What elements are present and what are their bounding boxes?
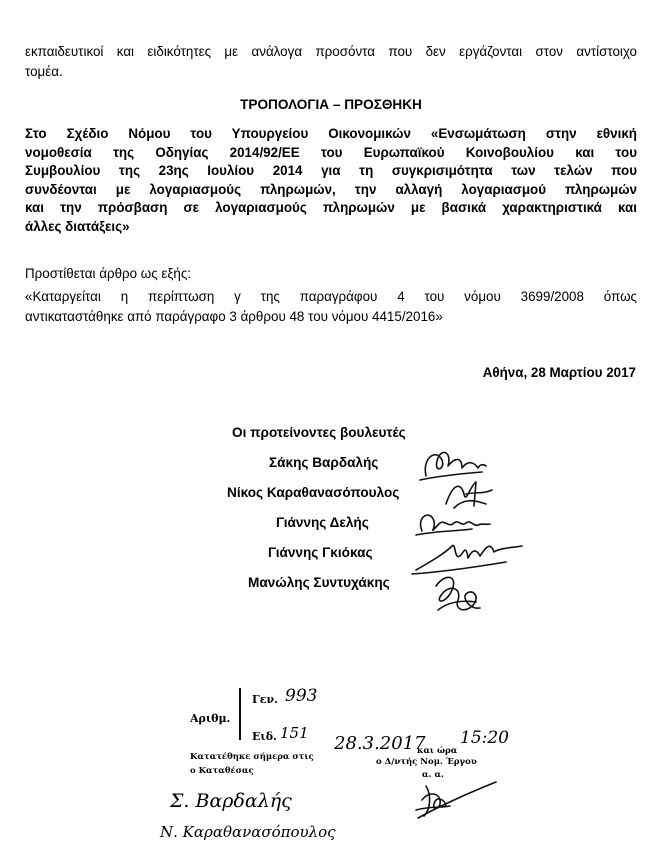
bill-paragraph xyxy=(25,125,637,236)
stamp-time-label: και ώρα xyxy=(417,746,458,756)
place-date: Αθήνα, 28 Μαρτίου 2017 xyxy=(482,365,636,380)
bill-line: άλλες διατάξεις» xyxy=(25,218,130,234)
sponsor-name: Σάκης Βαρδαλής xyxy=(269,455,379,470)
stamp-filed-label: Κατατέθηκε σήμερα στις xyxy=(190,752,314,762)
handwritten-name-2: Ν. Καραθανασόπουλος xyxy=(160,823,336,841)
document-heading: ΤΡΟΠΟΛΟΓΙΑ – ΠΡΟΣΘΗΚΗ xyxy=(240,97,422,112)
sponsor-name: Νίκος Καραθανασόπουλος xyxy=(227,485,400,500)
stamp-depositor-label: ο Καταθέσας xyxy=(190,766,254,776)
handwritten-name-1: Σ. Βαρδαλής xyxy=(170,790,292,812)
stamp-arith-label: Αριθμ. xyxy=(190,712,231,725)
intro-line-2: τομέα. xyxy=(25,64,63,79)
stamp-office-label: ο Δ/ντής Νομ. Έργου xyxy=(376,757,477,767)
sponsors-heading: Οι προτείνοντες βουλευτές xyxy=(232,425,406,440)
sponsor-name: Γιάννης Δελής xyxy=(276,515,369,530)
intro-line-1: εκπαιδευτικοί και ειδικότητες με ανάλογα προσόντα που δεν εργάζονται στον αντίστοιχο xyxy=(25,44,637,59)
stamp-eid-label: Ειδ. xyxy=(252,730,277,743)
stamp-time-value: 15:20 xyxy=(460,728,509,748)
article-line: αντικαταστάθηκε από παράγραφο 3 άρθρου 48 του νόμου 4415/2016» xyxy=(25,309,443,324)
bill-line: νομοθεσία της Οδηγίας 2014/92/ΕΕ του Ευρωπαϊκού Κοινοβουλίου και του xyxy=(25,144,637,160)
bill-line: και την πρόσβαση σε λογαριασμούς πληρωμών με βασικά χαρακτηριστικά και xyxy=(25,200,637,215)
stamp-gen-value: 993 xyxy=(285,686,318,706)
stamp-office-sub: α. α. xyxy=(422,770,444,780)
article-text xyxy=(25,287,637,327)
article-line: «Καταργείται η περίπτωση γ της παραγράφου 4 του νόμου 3699/2008 όπως xyxy=(25,289,637,304)
sponsor-name: Μανώλης Συντυχάκης xyxy=(248,575,390,590)
bill-line: συνδέονται με λογαριασμούς πληρωμών, την αλλαγή λογαριασμού πληρωμών xyxy=(25,181,637,197)
article-intro: Προστίθεται άρθρο ως εξής: xyxy=(25,266,192,281)
bill-line: Συμβουλίου της 23ης Ιουλίου 2014 για τη συγκρισιμότητα των τελών που xyxy=(25,163,637,178)
stamp-gen-label: Γεν. xyxy=(252,693,278,706)
bill-line: Στο Σχέδιο Νόμου του Υπουργείου Οικονομικών «Ενσωμάτωση στην εθνική xyxy=(25,126,637,141)
signature-clerk xyxy=(410,776,500,826)
stamp-filed-date: 28.3.2017 xyxy=(334,733,426,754)
stamp-eid-value: 151 xyxy=(280,724,309,742)
sponsor-name: Γιάννης Γκιόκας xyxy=(268,545,373,560)
signature-syntychakis xyxy=(428,570,488,618)
stamp-divider xyxy=(239,688,241,740)
